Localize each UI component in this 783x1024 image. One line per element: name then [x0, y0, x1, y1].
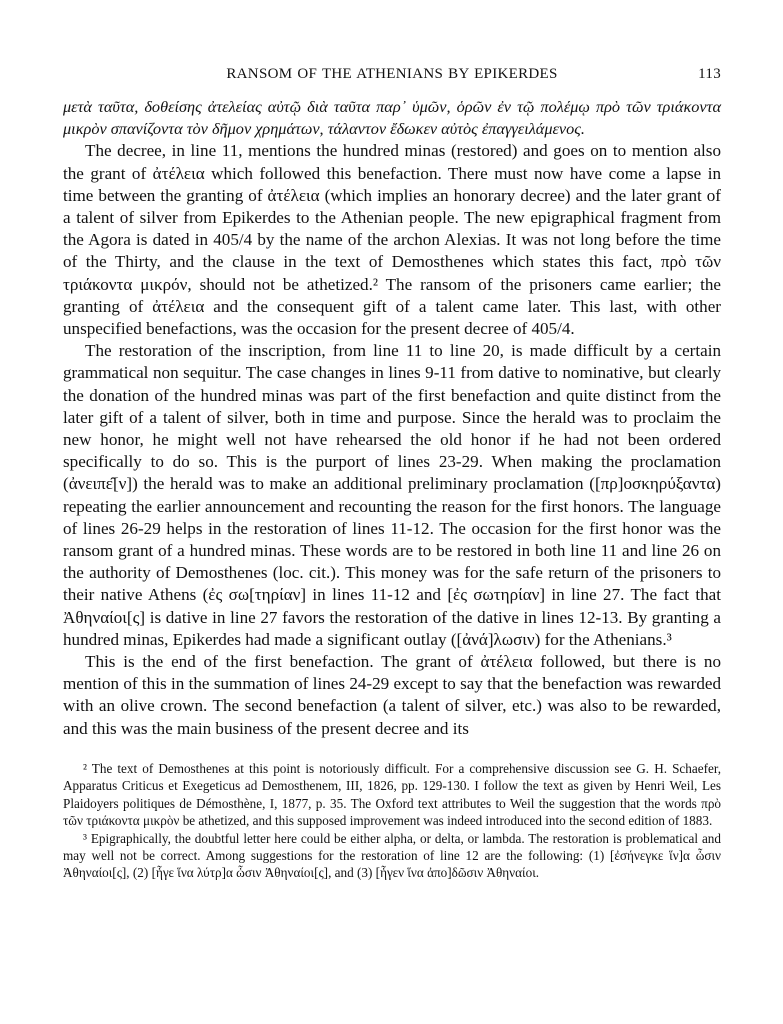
page: [63, 62, 721, 882]
greek-quotation: μετὰ ταῦτα, δοθείσης ἀτελείας αὐτῷ διὰ ταῦτα παρ᾽ ὑμῶν, ὁρῶν ἐν τῷ πολέμῳ πρὸ τῶν τριάκοντα μικρὸν σπανίζοντα τὸν δῆμον χρημάτων, τάλαντον ἔδωκεν αὐτὸς ἐπαγγειλάμενος.: [63, 97, 721, 139]
running-title: RANSOM OF THE ATHENIANS BY EPIKERDES: [226, 66, 558, 82]
footnote-3: ³ Epigraphically, the doubtful letter here could be either alpha, or delta, or lambda. The restoration is problematical and may well not be correct. Among suggestions for the restoration of line 12 are the following: (1) [ἐσήνεγκε ἵν]α ὦσιν Ἀθηναίοι[ς], (2) [ἦγε ἵνα λύτρ]α ὦσιν Ἀθηναίοι[ς], and (3) [ἦγεν ἵνα ἀπο]δῶσιν Ἀθηναίοι.: [63, 830, 721, 881]
body-text: [63, 96, 721, 740]
paragraph-decree: The decree, in line 11, mentions the hundred minas (restored) and goes on to mention also the grant of ἀτέλεια which followed this benefaction. There must now have come a lapse in time between the granting of ἀτέλεια (which implies an honorary decree) and the later grant of a talent of silver from Epikerdes to the Athenian people. The new epigraphical fragment from the Agora is dated in 405/4 by the name of the archon Alexias. It was not long before the time of the Thirty, and the clause in the text of Demosthenes which states this fact, πρὸ τῶν τριάκοντα μικρόν, should not be athetized.² The ransom of the prisoners came earlier; the granting of ἀτέλεια and the consequent gift of a talent came later. This last, with other unspecified benefactions, was the occasion for the present decree of 405/4.: [63, 141, 721, 339]
footnote-2: ² The text of Demosthenes at this point is notoriously difficult. For a comprehensive discussion see G. H. Schaefer, Apparatus Criticus et Exegeticus ad Demosthenem, III, 1826, pp. 129-130. I follow the text as given by Henri Weil, Les Plaidoyers politiques de Démosthène, I, 1877, p. 35. The Oxford text attributes to Weil the suggestion that the words πρὸ τῶν τριάκοντα μικρὸν be athetized, and this supposed improvement was indeed introduced into the second edition of 1883.: [63, 760, 721, 829]
paragraph-restoration: The restoration of the inscription, from line 11 to line 20, is made difficult by a certain grammatical non sequitur. The case changes in lines 9-11 from dative to nominative, but clearly the donation of the hundred minas was part of the first benefaction and quite distinct from the later gift of a talent of silver, both in time and purpose. Since the herald was to proclaim the new honor, he might well not have rehearsed the old honor if he had not been ordered specifically to do so. This is the purport of lines 23-29. When making the proclamation (ἀνειπε̑[ν]) the herald was to make an additional preliminary proclamation ([πρ]οσκηρύξαντα) repeating the earlier announcement and recounting the reason for the first honors. The language of lines 26-29 helps in the restoration of lines 11-12. The occasion for the first honor was the ransom grant of a hundred minas. These words are to be restored in both line 11 and line 26 on the authority of Demosthenes (loc. cit.). This money was for the safe return of the prisoners to their native Athens (ἐς σω[τηρίαν] in lines 11-12 and [ἐς σωτηρίαν] in line 27. The fact that Ἀθηναίοι[ς] is dative in line 27 favors the restoration of the dative in lines 12-13. By granting a hundred minas, Epikerdes had made a significant outlay ([ἀνά]λωσιν) for the Athenians.³: [63, 341, 721, 649]
page-number: 113: [698, 66, 721, 82]
footnotes: [63, 760, 721, 882]
paragraph-first-benefaction: This is the end of the first benefaction. The grant of ἀτέλεια followed, but there is no mention of this in the summation of lines 24-29 except to say that the benefaction was rewarded with an olive crown. The second benefaction (a talent of silver, etc.) was also to be rewarded, and this was the main business of the present decree and its: [63, 652, 721, 738]
running-header: [63, 62, 721, 86]
